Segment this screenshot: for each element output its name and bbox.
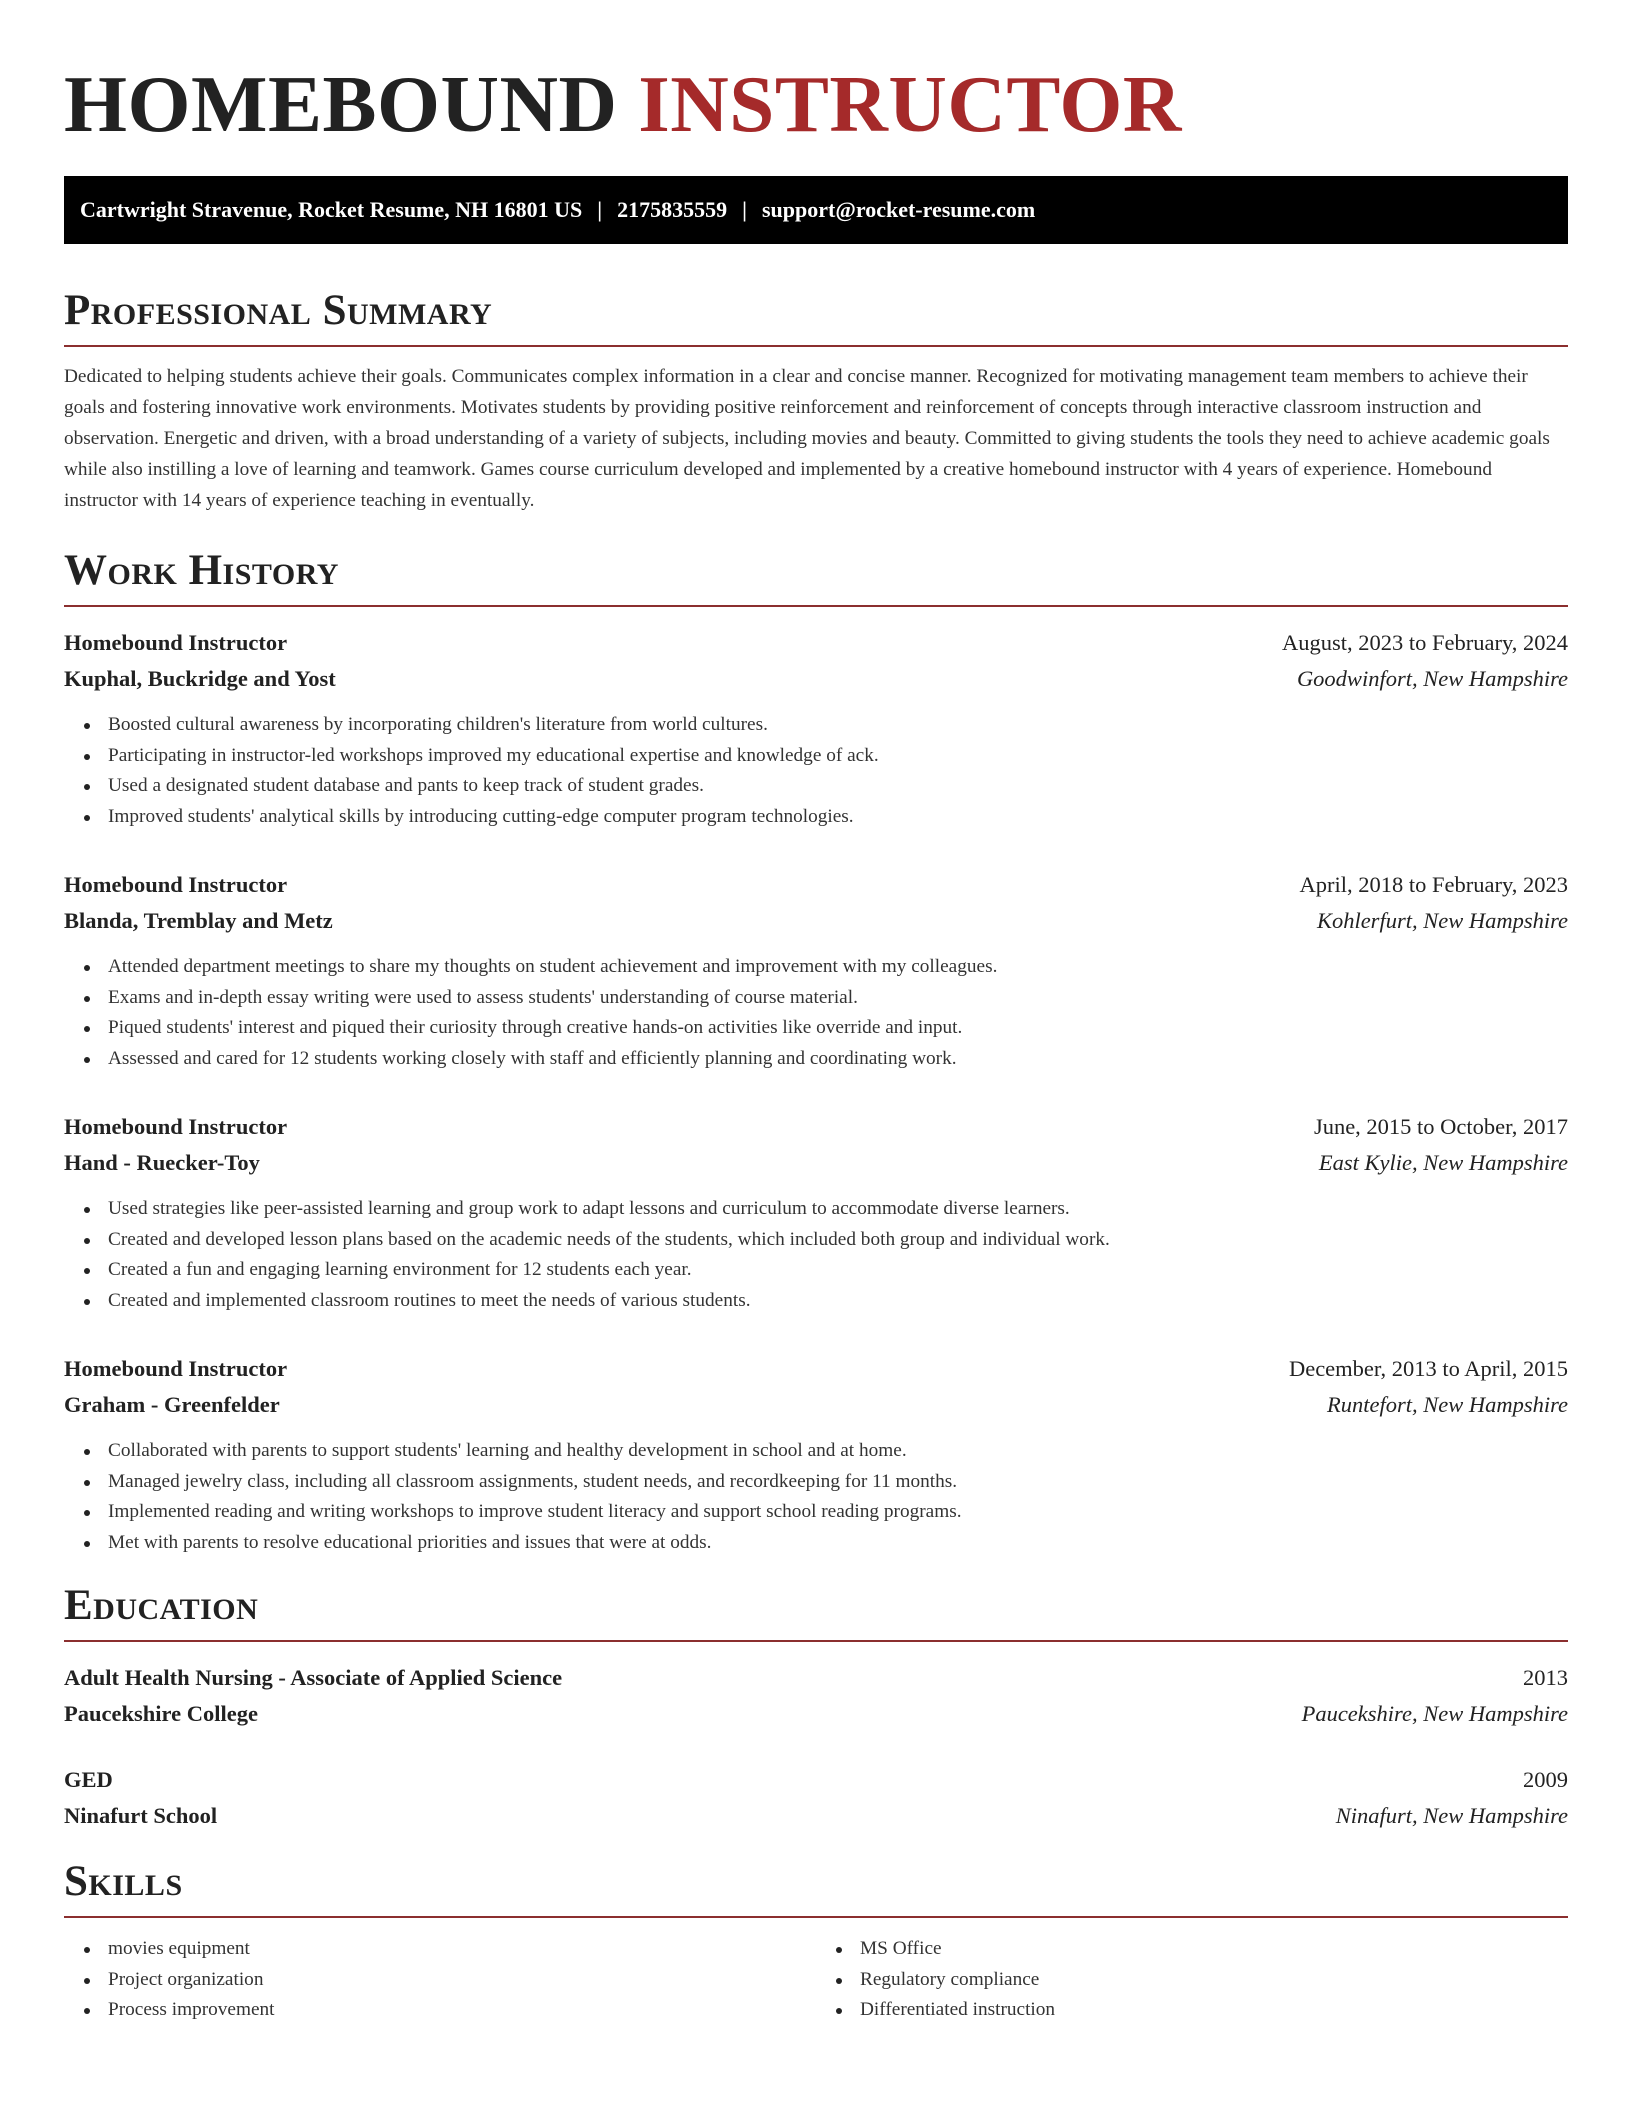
list-item: Used strategies like peer-assisted learning and group work to adapt lessons and curriculum to accommodate diverse learners. <box>108 1194 1568 1225</box>
contact-bar <box>64 176 1568 244</box>
job-header-row <box>64 1351 1568 1387</box>
summary-text: Dedicated to helping students achieve their goals. Communicates complex information in a clear and concise manner. Recognized for motivating management team members to achieve their goals and fostering innovative work environments. Motivates students by providing positive reinforcement and reinforcement of concepts through interactive classroom instruction and observation. Energetic and driven, with a broad understanding of a variety of subjects, including movies and beauty. Committed to giving students the tools they need to achieve academic goals while also instilling a love of learning and teamwork. Games course curriculum developed and implemented by a creative homebound instructor with 4 years of experience. Homebound instructor with 14 years of experience teaching in eventually. <box>64 366 1550 511</box>
contact-separator: | <box>597 197 603 222</box>
list-item: Met with parents to resolve educational priorities and issues that were at odds. <box>108 1528 1568 1559</box>
education-year: 2009 <box>1523 1767 1568 1792</box>
skill-item: Differentiated instruction <box>860 1995 1568 2026</box>
job-company-row <box>64 903 1568 939</box>
job-company: Hand - Ruecker-Toy <box>64 1150 260 1175</box>
job-dates: April, 2018 to February, 2023 <box>1299 872 1568 897</box>
job-header-row <box>64 1109 1568 1145</box>
list-item: Participating in instructor-led workshops improved my educational expertise and knowledge of ack. <box>108 741 1568 772</box>
skill-item: Project organization <box>108 1965 816 1996</box>
list-item: Implemented reading and writing workshops to improve student literacy and support school reading programs. <box>108 1497 1568 1528</box>
education-entry <box>64 1762 1568 1834</box>
job-dates: August, 2023 to February, 2024 <box>1281 630 1568 655</box>
education-degree: GED <box>64 1767 113 1792</box>
name-first: HOMEBOUND <box>64 59 618 149</box>
job-company-row <box>64 661 1568 697</box>
contact-address: Cartwright Stravenue, Rocket Resume, NH 16801 US <box>80 197 583 222</box>
education-school-row <box>64 1798 1568 1834</box>
summary-heading: Professional Summary <box>64 287 493 334</box>
job-header-row <box>64 867 1568 903</box>
job-bullets <box>64 1436 1568 1558</box>
skill-item: movies equipment <box>108 1934 816 1965</box>
skill-item: Process improvement <box>108 1995 816 2026</box>
job-entry <box>64 1109 1568 1316</box>
job-role: Homebound Instructor <box>64 872 288 897</box>
section-divider <box>64 605 1568 607</box>
job-bullets <box>64 952 1568 1074</box>
skills-heading: Skills <box>64 1858 183 1905</box>
job-location: Kohlerfurt, New Hampshire <box>1316 908 1568 933</box>
list-item: Piqued students' interest and piqued their curiosity through creative hands-on activities like override and input. <box>108 1013 1568 1044</box>
education-entry <box>64 1660 1568 1732</box>
skills-list-right <box>816 1934 1568 2026</box>
job-dates: June, 2015 to October, 2017 <box>1313 1114 1568 1139</box>
section-divider <box>64 1916 1568 1918</box>
education-location: Paucekshire, New Hampshire <box>1301 1701 1568 1726</box>
education-school: Ninafurt School <box>64 1803 218 1828</box>
list-item: Created and developed lesson plans based on the academic needs of the students, which included both group and individual work. <box>108 1225 1568 1256</box>
list-item: Improved students' analytical skills by introducing cutting-edge computer program technologies. <box>108 802 1568 833</box>
skill-item: MS Office <box>860 1934 1568 1965</box>
work-history-heading: Work History <box>64 547 339 594</box>
list-item: Managed jewelry class, including all classroom assignments, student needs, and recordkeeping for 11 months. <box>108 1467 1568 1498</box>
list-item: Used a designated student database and pants to keep track of student grades. <box>108 771 1568 802</box>
job-entry <box>64 625 1568 832</box>
job-header-row <box>64 625 1568 661</box>
section-divider <box>64 345 1568 347</box>
job-company-row <box>64 1145 1568 1181</box>
job-dates: December, 2013 to April, 2015 <box>1288 1356 1568 1381</box>
list-item: Created a fun and engaging learning environment for 12 students each year. <box>108 1255 1568 1286</box>
education-degree-row <box>64 1660 1568 1696</box>
education-school-row <box>64 1696 1568 1732</box>
job-entry <box>64 867 1568 1074</box>
list-item: Exams and in-depth essay writing were used to assess students' understanding of course material. <box>108 983 1568 1014</box>
education-degree: Adult Health Nursing - Associate of Applied Science <box>64 1665 563 1690</box>
job-bullets <box>64 710 1568 832</box>
job-location: Goodwinfort, New Hampshire <box>1296 666 1568 691</box>
education-heading: Education <box>64 1582 259 1629</box>
education-year: 2013 <box>1523 1665 1568 1690</box>
skills-list-left <box>64 1934 816 2026</box>
contact-email: support@rocket-resume.com <box>762 197 1036 222</box>
job-location: East Kylie, New Hampshire <box>1318 1150 1568 1175</box>
list-item: Boosted cultural awareness by incorporating children's literature from world cultures. <box>108 710 1568 741</box>
name-second: INSTRUCTOR <box>638 59 1182 149</box>
list-item: Attended department meetings to share my thoughts on student achievement and improvement with my colleagues. <box>108 952 1568 983</box>
section-divider <box>64 1640 1568 1642</box>
job-location: Runtefort, New Hampshire <box>1326 1392 1568 1417</box>
skill-item: Regulatory compliance <box>860 1965 1568 1996</box>
education-location: Ninafurt, New Hampshire <box>1335 1803 1568 1828</box>
contact-phone: 2175835559 <box>617 197 728 222</box>
list-item: Collaborated with parents to support students' learning and healthy development in school and at home. <box>108 1436 1568 1467</box>
skills-grid <box>64 1934 1568 2026</box>
contact-separator: | <box>742 197 747 222</box>
education-school: Paucekshire College <box>64 1701 258 1726</box>
resume-name <box>64 54 1568 154</box>
list-item: Assessed and cared for 12 students working closely with staff and efficiently planning and coordinating work. <box>108 1044 1568 1075</box>
job-company-row <box>64 1387 1568 1423</box>
job-entry <box>64 1351 1568 1558</box>
list-item: Created and implemented classroom routines to meet the needs of various students. <box>108 1286 1568 1317</box>
job-role: Homebound Instructor <box>64 1356 288 1381</box>
job-role: Homebound Instructor <box>64 630 288 655</box>
education-degree-row <box>64 1762 1568 1798</box>
job-role: Homebound Instructor <box>64 1114 288 1139</box>
job-company: Blanda, Tremblay and Metz <box>64 908 333 933</box>
job-company: Graham - Greenfelder <box>64 1392 280 1417</box>
job-company: Kuphal, Buckridge and Yost <box>64 666 336 691</box>
job-bullets <box>64 1194 1568 1316</box>
